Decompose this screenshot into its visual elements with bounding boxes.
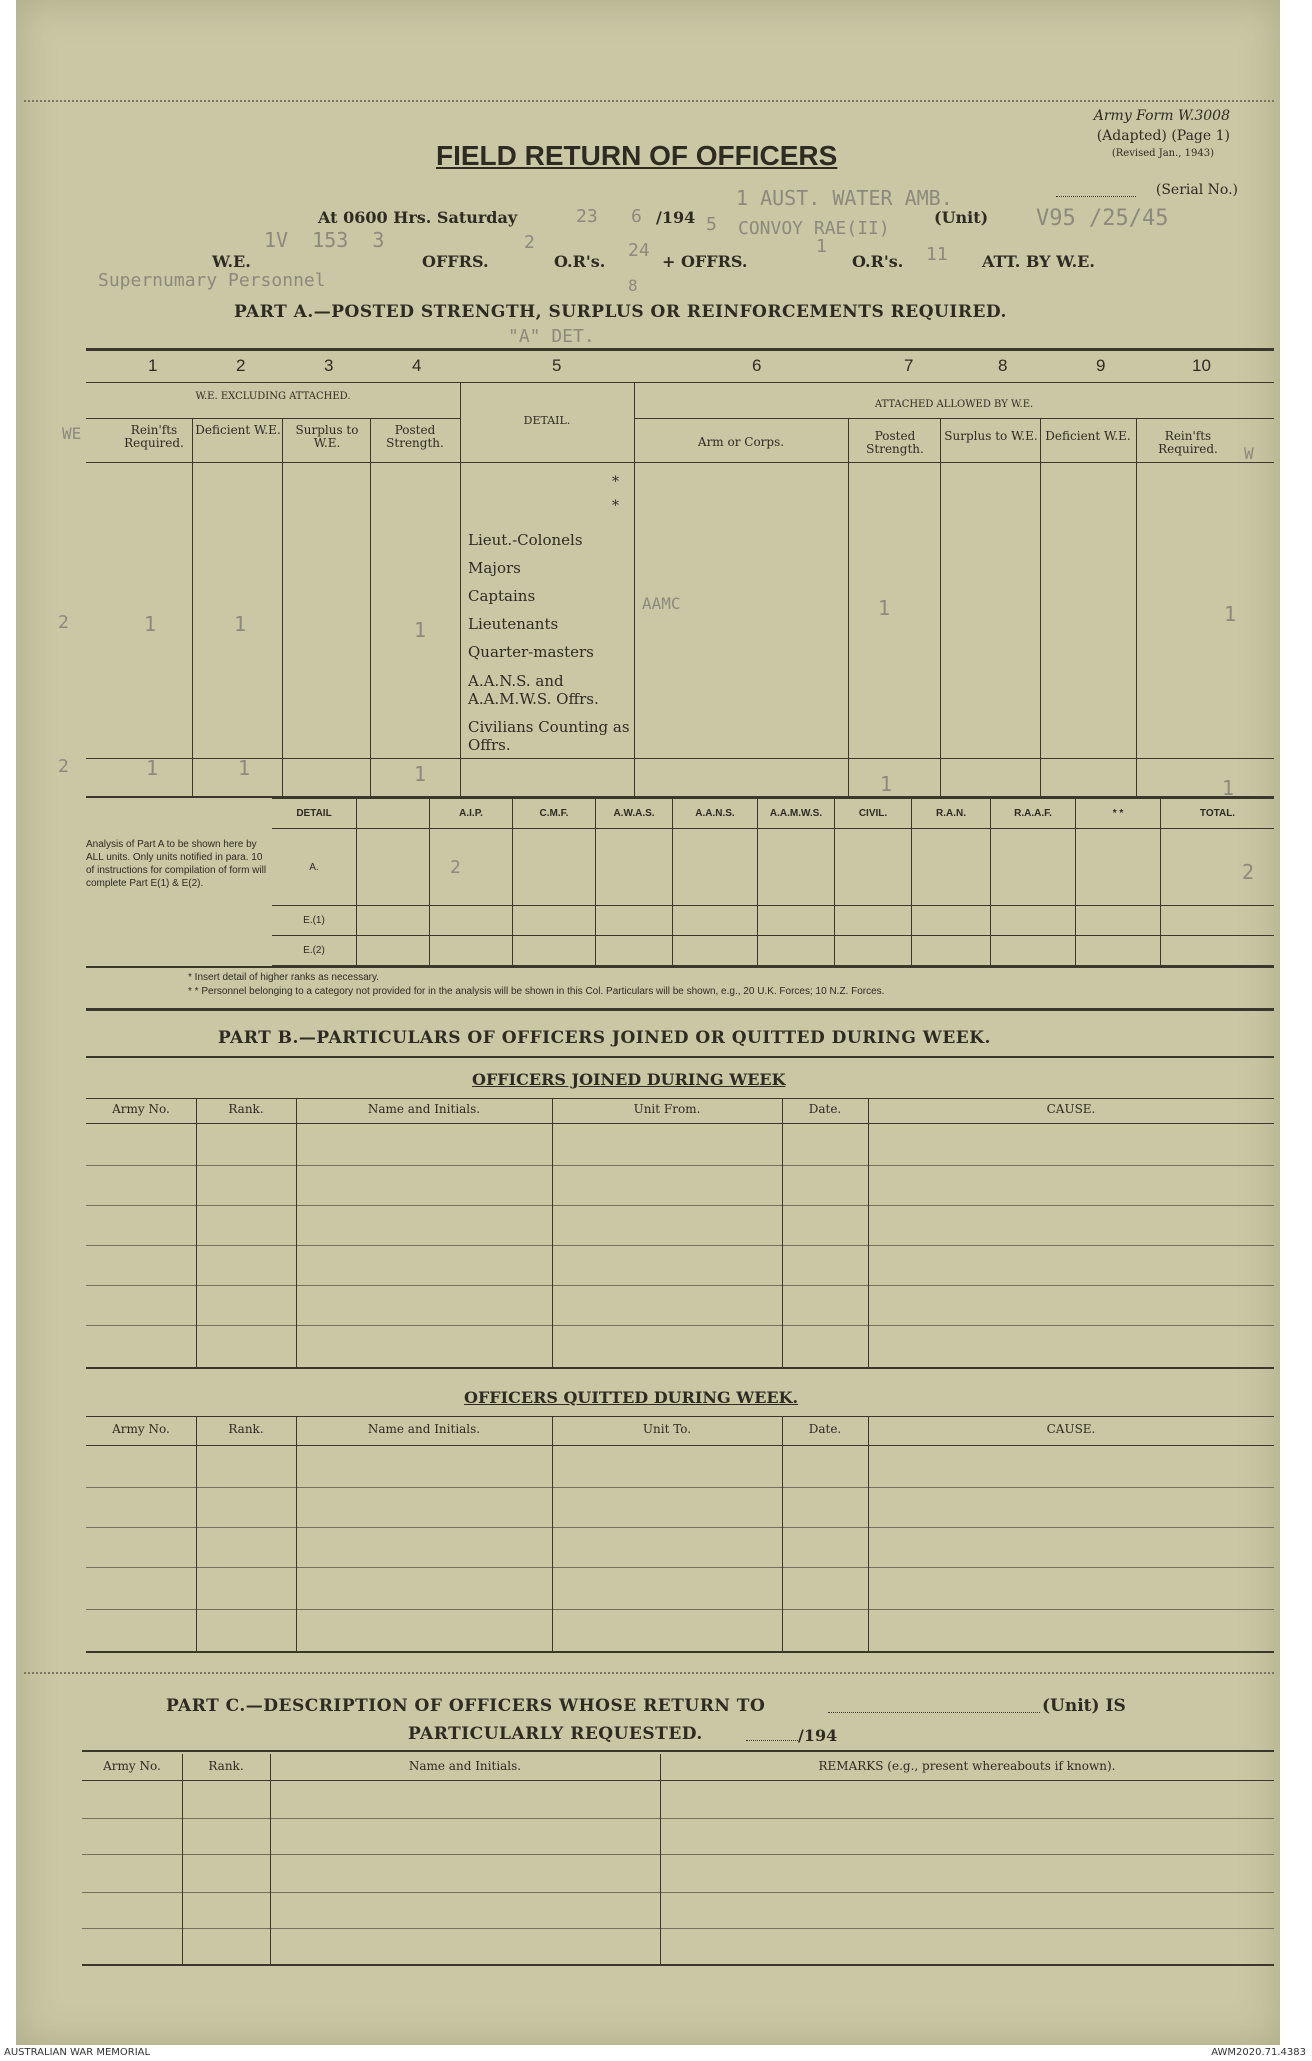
col-num-8: 8 bbox=[998, 356, 1008, 375]
typed-supernumary: Supernumary Personnel bbox=[98, 270, 326, 291]
analysis-row-e1 bbox=[272, 906, 1274, 936]
quitted-hline bbox=[86, 1567, 1274, 1568]
analysis-cell bbox=[513, 936, 596, 966]
joined-vline bbox=[296, 1099, 297, 1367]
part-c-hline bbox=[82, 1780, 1274, 1781]
part-c-hline bbox=[82, 1854, 1274, 1855]
at-line-label: At 0600 Hrs. Saturday bbox=[318, 208, 518, 227]
analysis-cell bbox=[596, 936, 673, 966]
quitted-vline bbox=[782, 1417, 783, 1651]
analysis-cell bbox=[596, 829, 673, 906]
plus-offrs-label: + OFFRS. bbox=[662, 252, 748, 271]
total-rein-right: 1 bbox=[1222, 776, 1235, 800]
analysis-cell bbox=[758, 829, 835, 906]
typed-margin-2b: 2 bbox=[58, 756, 69, 777]
quitted-hdr-cause: CAUSE. bbox=[1046, 1422, 1096, 1436]
analysis-cell bbox=[758, 906, 835, 936]
joined-hdr-unit-from: Unit From. bbox=[633, 1102, 701, 1116]
form-paper bbox=[16, 0, 1280, 2045]
footnote-1: * Insert detail of higher ranks as necessary. bbox=[188, 972, 380, 983]
quitted-table bbox=[86, 1416, 1274, 1653]
analysis-cell bbox=[513, 829, 596, 906]
part-c-hdr-name: Name and Initials. bbox=[408, 1759, 522, 1773]
unit-label: (Unit) bbox=[934, 208, 989, 227]
vline-a1 bbox=[192, 418, 193, 796]
revised-label: (Revised Jan., 1943) bbox=[1111, 148, 1214, 159]
part-c-title-a: PART C.—DESCRIPTION OF OFFICERS WHOSE RETURN TO bbox=[166, 1696, 766, 1716]
analysis-hdr-awas: A.W.A.S. bbox=[596, 799, 673, 829]
total-deficient-left: 1 bbox=[238, 756, 251, 780]
rank-list bbox=[468, 526, 634, 754]
typed-unit-line1: 1 AUST. WATER AMB. bbox=[736, 186, 953, 210]
vline-detail-right bbox=[634, 382, 635, 796]
perforation-top bbox=[24, 100, 1274, 102]
joined-vline bbox=[868, 1099, 869, 1367]
rank-lieutenants: Lieutenants bbox=[468, 615, 559, 633]
rank-aans-aamws: A.A.N.S. and A.A.M.W.S. Offrs. bbox=[468, 672, 599, 708]
analysis-cell bbox=[430, 936, 513, 966]
quitted-hline bbox=[86, 1527, 1274, 1528]
total-posted-left: 1 bbox=[414, 762, 427, 786]
joined-hdr-army-no: Army No. bbox=[112, 1102, 170, 1116]
analysis-hdr-total: TOTAL. bbox=[1161, 799, 1275, 829]
analysis-cell bbox=[835, 936, 912, 966]
joined-hdr-rank: Rank. bbox=[228, 1102, 264, 1116]
col-num-4: 4 bbox=[412, 356, 422, 375]
rank-quarter-masters: Quarter-masters bbox=[468, 643, 594, 661]
typed-arm-corps: AAMC bbox=[642, 594, 681, 613]
analysis-cell bbox=[1076, 936, 1161, 966]
joined-hdr-cause: CAUSE. bbox=[1046, 1102, 1096, 1116]
offrs-label: OFFRS. bbox=[422, 252, 489, 271]
typed-posted-right: 1 bbox=[878, 596, 891, 620]
typed-rein-left: 1 bbox=[144, 612, 157, 636]
quitted-hline bbox=[86, 1487, 1274, 1488]
joined-hline bbox=[86, 1165, 1274, 1166]
analysis-cell bbox=[912, 829, 991, 906]
adapted-label: (Adapted) (Page 1) bbox=[1096, 128, 1230, 144]
analysis-cell bbox=[1076, 906, 1161, 936]
analysis-header-row bbox=[272, 799, 1274, 829]
joined-table bbox=[86, 1098, 1274, 1369]
part-c-hdr-army-no: Army No. bbox=[103, 1759, 161, 1773]
quitted-title: OFFICERS QUITTED DURING WEEK. bbox=[464, 1388, 799, 1407]
typed-margin-2a: 2 bbox=[58, 612, 69, 633]
analysis-cell bbox=[357, 906, 430, 936]
typed-att-ors: 11 bbox=[926, 244, 948, 265]
analysis-cell bbox=[513, 906, 596, 936]
analysis-cell bbox=[673, 829, 758, 906]
analysis-hdr-cmf: C.M.F. bbox=[513, 799, 596, 829]
typed-margin-we: WE bbox=[62, 424, 82, 443]
col-num-9: 9 bbox=[1096, 356, 1106, 375]
joined-hdr-name: Name and Initials. bbox=[367, 1102, 481, 1116]
quitted-hline bbox=[86, 1609, 1274, 1610]
subhdr-posted-left: Posted Strength. bbox=[386, 423, 444, 450]
rank-captains: Captains bbox=[468, 587, 536, 605]
analysis-hdr-civil: CIVIL. bbox=[835, 799, 912, 829]
form-title: FIELD RETURN OF OFFICERS bbox=[436, 140, 838, 171]
quitted-hline bbox=[86, 1445, 1274, 1446]
part-c-vline bbox=[182, 1754, 183, 1964]
analysis-cell bbox=[430, 906, 513, 936]
analysis-hdr-raaf: R.A.A.F. bbox=[991, 799, 1076, 829]
typed-we: 1V 153 3 bbox=[264, 228, 385, 252]
asterisk-1: * bbox=[612, 474, 619, 490]
quitted-vline bbox=[552, 1417, 553, 1651]
army-form-label: Army Form W.3008 bbox=[1093, 108, 1230, 124]
attached-group-header: ATTACHED ALLOWED BY W.E. bbox=[874, 399, 1034, 410]
perforation-bottom bbox=[24, 1672, 1274, 1674]
att-group-rule bbox=[634, 418, 1274, 419]
joined-hdr-date: Date. bbox=[808, 1102, 842, 1116]
subhdr-surplus-left: Surplus to W.E. bbox=[295, 423, 359, 450]
analysis-cell bbox=[835, 906, 912, 936]
vline-a9 bbox=[1136, 418, 1137, 796]
quitted-vline bbox=[868, 1417, 869, 1651]
part-a-top-rule bbox=[86, 348, 1274, 351]
analysis-note: Analysis of Part A to be shown here by ALL units. Only units notified in para. 10 of instructions for compilation of form will complete Part E(1) & E(2). bbox=[86, 839, 267, 889]
col-num-3: 3 bbox=[324, 356, 334, 375]
ors-label: O.R's. bbox=[554, 252, 606, 271]
ors-label-2: O.R's. bbox=[852, 252, 904, 271]
joined-vline bbox=[196, 1099, 197, 1367]
typed-offrs: 2 bbox=[524, 232, 535, 253]
footer-left: AUSTRALIAN WAR MEMORIAL bbox=[4, 2047, 151, 2058]
total-rule-top bbox=[86, 758, 1274, 759]
typed-total: 2 bbox=[1161, 829, 1275, 906]
typed-margin-w: W bbox=[1244, 444, 1254, 463]
part-c-vline bbox=[660, 1754, 661, 1964]
typed-det: "A" DET. bbox=[508, 326, 595, 347]
analysis-cell bbox=[835, 829, 912, 906]
quitted-vline bbox=[196, 1417, 197, 1651]
part-c-rule bbox=[82, 1750, 1274, 1752]
part-b-rule bbox=[86, 1056, 1274, 1058]
vline-a7 bbox=[940, 418, 941, 796]
footer-right: AWM2020.71.4383 bbox=[1211, 2047, 1306, 2058]
serial-label: (Serial No.) bbox=[1155, 182, 1238, 198]
analysis-hdr-aans: A.A.N.S. bbox=[673, 799, 758, 829]
joined-title: OFFICERS JOINED DURING WEEK bbox=[472, 1070, 786, 1089]
vline-a3 bbox=[370, 418, 371, 796]
detail-header: DETAIL. bbox=[523, 414, 571, 427]
analysis-cell bbox=[758, 936, 835, 966]
we-group-header: W.E. EXCLUDING ATTACHED. bbox=[195, 391, 351, 402]
joined-hline bbox=[86, 1205, 1274, 1206]
col-num-1: 1 bbox=[148, 356, 158, 375]
rank-lieut-colonels: Lieut.-Colonels bbox=[468, 531, 583, 549]
rank-civilians: Civilians Counting as Offrs. bbox=[468, 718, 630, 754]
analysis-row-label: E.(1) bbox=[272, 906, 357, 936]
analysis-cell bbox=[1161, 906, 1275, 936]
vline-a6 bbox=[848, 418, 849, 796]
subhdr-arm-corps: Arm or Corps. bbox=[697, 435, 785, 449]
analysis-hdr-blank bbox=[357, 799, 430, 829]
quitted-hdr-name: Name and Initials. bbox=[367, 1422, 481, 1436]
part-c-hline bbox=[82, 1928, 1274, 1929]
analysis-cell bbox=[1161, 936, 1275, 966]
total-rein-left: 1 bbox=[146, 756, 159, 780]
part-a-bottom-rule bbox=[86, 1008, 1274, 1011]
analysis-cell bbox=[991, 906, 1076, 936]
typed-deficient-left: 1 bbox=[234, 612, 247, 636]
rank-majors: Majors bbox=[468, 559, 521, 577]
part-b-title: PART B.—PARTICULARS OF OFFICERS JOINED OR QUITTED DURING WEEK. bbox=[218, 1028, 991, 1048]
typed-att-offrs: 1 bbox=[816, 236, 827, 257]
typed-date-day: 23 bbox=[576, 206, 598, 227]
we-group-rule bbox=[86, 418, 460, 419]
we-label: W.E. bbox=[212, 252, 251, 271]
analysis-cell bbox=[673, 906, 758, 936]
analysis-cell bbox=[991, 936, 1076, 966]
subhdr-deficient-right: Deficient W.E. bbox=[1045, 429, 1131, 443]
analysis-cell bbox=[596, 906, 673, 936]
quitted-hdr-rank: Rank. bbox=[228, 1422, 264, 1436]
part-c-date-dots bbox=[746, 1740, 798, 1741]
typed-date-month: 6 bbox=[631, 206, 642, 227]
joined-vline bbox=[782, 1099, 783, 1367]
analysis-cell bbox=[1076, 829, 1161, 906]
analysis-row-e2 bbox=[272, 936, 1274, 966]
part-c-title-b: (Unit) IS bbox=[1042, 1696, 1126, 1716]
col-num-2: 2 bbox=[236, 356, 246, 375]
quitted-vline bbox=[296, 1417, 297, 1651]
analysis-cell bbox=[912, 906, 991, 936]
analysis-hdr-aip: A.I.P. bbox=[430, 799, 513, 829]
asterisk-2: * bbox=[612, 498, 619, 514]
vline-a2 bbox=[282, 418, 283, 796]
col-num-7: 7 bbox=[904, 356, 914, 375]
quitted-hdr-date: Date. bbox=[808, 1422, 842, 1436]
part-c-vline bbox=[270, 1754, 271, 1964]
quitted-hdr-unit-to: Unit To. bbox=[642, 1422, 692, 1436]
part-c-unit-dots bbox=[828, 1712, 1040, 1713]
analysis-hdr-other: * * bbox=[1076, 799, 1161, 829]
typed-ors: 24 bbox=[628, 240, 650, 261]
quitted-hdr-army-no: Army No. bbox=[112, 1422, 170, 1436]
column-numbers bbox=[86, 356, 1274, 378]
analysis-cell bbox=[912, 936, 991, 966]
part-a-title: PART A.—POSTED STRENGTH, SURPLUS OR REINFORCEMENTS REQUIRED. bbox=[234, 302, 1007, 322]
footnote-2: * * Personnel belonging to a category not provided for in the analysis will be shown in this Col. Particulars will be shown, e.g., 20 U.K. Forces; 10 N.Z. Forces. bbox=[188, 986, 885, 997]
subhdr-surplus-right: Surplus to W.E. bbox=[944, 429, 1038, 443]
analysis-bottom-rule bbox=[86, 966, 1274, 968]
col-num-5: 5 bbox=[552, 356, 562, 375]
total-posted-right: 1 bbox=[880, 772, 893, 796]
part-c-hdr-rank: Rank. bbox=[208, 1759, 244, 1773]
analysis-cell bbox=[357, 829, 430, 906]
col-num-10: 10 bbox=[1192, 356, 1211, 375]
joined-hline bbox=[86, 1123, 1274, 1124]
typed-posted-left: 1 bbox=[414, 618, 427, 642]
analysis-row-label: A. bbox=[272, 829, 357, 906]
part-c-hline bbox=[82, 1818, 1274, 1819]
analysis-table bbox=[272, 798, 1274, 966]
typed-rein-right: 1 bbox=[1224, 602, 1237, 626]
joined-vline bbox=[552, 1099, 553, 1367]
part-c-table bbox=[82, 1754, 1274, 1966]
subhdr-reinfts-left: Rein'fts Required. bbox=[124, 423, 184, 450]
analysis-cell bbox=[673, 936, 758, 966]
analysis-cell bbox=[357, 936, 430, 966]
typed-unit-line2: CONVOY RAE(II) bbox=[738, 218, 890, 239]
subhdr-reinfts-right: Rein'fts Required. bbox=[1158, 429, 1218, 456]
joined-hline bbox=[86, 1245, 1274, 1246]
subhdr-deficient-left: Deficient W.E. bbox=[195, 423, 281, 437]
analysis-cell bbox=[991, 829, 1076, 906]
analysis-hdr-ran: R.A.N. bbox=[912, 799, 991, 829]
att-label: ATT. BY W.E. bbox=[982, 252, 1095, 271]
vline-a8 bbox=[1040, 418, 1041, 796]
vline-detail-left bbox=[460, 382, 461, 796]
col-number-rule bbox=[86, 382, 1274, 383]
serial-dots bbox=[1056, 196, 1136, 197]
joined-hline bbox=[86, 1325, 1274, 1326]
typed-aip: 2 bbox=[430, 829, 513, 906]
part-c-hdr-remarks: REMARKS (e.g., present whereabouts if known). bbox=[818, 1759, 1116, 1773]
date-prefix: /194 bbox=[656, 208, 696, 227]
analysis-row-label: E.(2) bbox=[272, 936, 357, 966]
analysis-hdr-aamws: A.A.M.W.S. bbox=[758, 799, 835, 829]
subhdr-posted-right: Posted Strength. bbox=[866, 429, 924, 456]
part-c-title-d: /194 bbox=[798, 1726, 838, 1745]
part-c-title-c: PARTICULARLY REQUESTED. bbox=[408, 1724, 703, 1744]
typed-year-suffix: 5 bbox=[706, 214, 717, 235]
typed-super-ors: 8 bbox=[628, 276, 638, 295]
typed-serial: V95 /25/45 bbox=[1036, 206, 1169, 231]
joined-hline bbox=[86, 1285, 1274, 1286]
subheader-rule bbox=[86, 462, 1274, 463]
analysis-row-a bbox=[272, 829, 1274, 906]
part-c-hline bbox=[82, 1892, 1274, 1893]
analysis-hdr-detail: DETAIL bbox=[272, 799, 357, 829]
col-num-6: 6 bbox=[752, 356, 762, 375]
